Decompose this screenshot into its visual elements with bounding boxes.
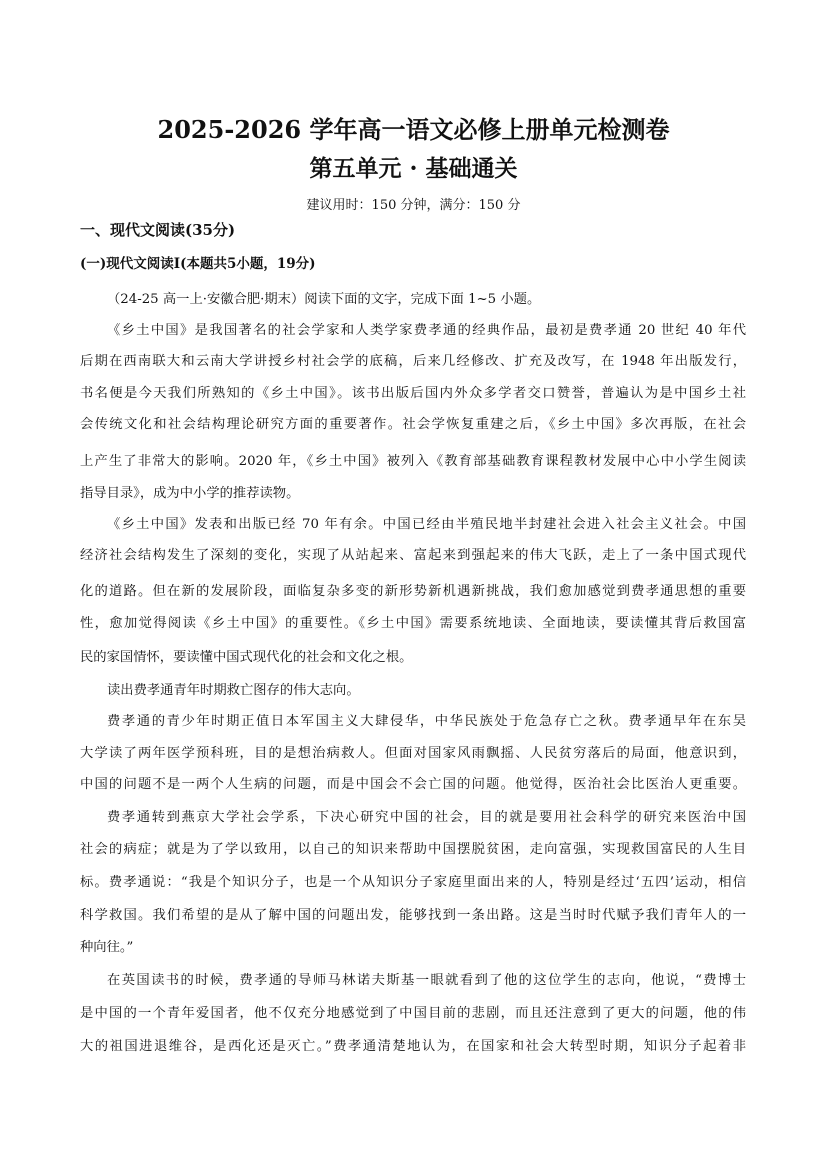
paragraph-line: 在英国读书的时候，费孝通的导师马林诺夫斯基一眼就看到了他的这位学生的志向，他说，“费博士 [107, 973, 746, 988]
paragraph-line: 《乡土中国》是我国著名的社会学家和人类学家费孝通的经典作品，最初是费孝通 20 世纪 40 年代 [107, 323, 746, 338]
time-score-info: 建议用时：150 分钟，满分：150 分 [306, 198, 521, 213]
paragraph-line: 费孝通的青少年时期正值日本军国主义大肆侵华，中华民族处于危急存亡之秋。费孝通早年在东吴 [107, 714, 746, 729]
paragraph-line: 后期在西南联大和云南大学讲授乡村社会学的底稿，后来几经修改、扩充及改写，在 1948 年出版发行， [80, 354, 746, 369]
paragraph-line: 指导目录》，成为中小学的推荐读物。 [80, 486, 300, 501]
paragraph-line: 《乡土中国》发表和出版已经 70 年有余。中国已经由半殖民地半封建社会进入社会主义社会。中国 [107, 517, 746, 532]
paragraph-line: 民的家国情怀，要读懂中国式现代化的社会和文化之根。 [80, 650, 413, 665]
paragraph-line: 是中国的一个青年爱国者，他不仅充分地感觉到了中国目前的悲剧，而且还注意到了更大的问题，他的伟 [80, 1006, 746, 1021]
paragraph-line: 社会的病症；就是为了学以致用，以自己的知识来帮助中国摆脱贫困，走向富强，实现救国富民的人生目 [80, 842, 746, 857]
paragraph-line: 化的道路。但在新的发展阶段，面临复杂多变的新形势新机遇新挑战，我们愈加感觉到费孝通思想的重要 [80, 584, 746, 599]
paragraph-line: 上产生了非常大的影响。2020 年，《乡土中国》被列入《教育部基础教育课程教材发展中心中小学生阅读 [80, 454, 746, 469]
subsection-heading: (一)现代文阅读Ⅰ(本题共5小题，19分) [80, 256, 316, 272]
paragraph-line: 会传统文化和社会结构理论研究方面的重要著作。社会学恢复重建之后，《乡土中国》多次再版，在社会 [80, 417, 746, 432]
paragraph-line: 标。费孝通说：“我是个知识分子，也是一个从知识分子家庭里面出来的人，特别是经过‘五四’运动，相信 [80, 875, 746, 890]
exam-title: 2025-2026 学年高一语文必修上册单元检测卷 [157, 115, 670, 144]
paragraph-line: 书名便是今天我们所熟知的《乡土中国》。该书出版后国内外众多学者交口赞誉，普遍认为是中国乡土社 [80, 386, 746, 401]
paragraph-line: 读出费孝通青年时期救亡图存的伟大志向。 [107, 683, 360, 698]
paragraph-line: 大的祖国进退维谷，是西化还是灭亡。”费孝通清楚地认为，在国家和社会大转型时期，知识分子起着非 [80, 1039, 746, 1054]
paragraph-line: 费孝通转到燕京大学社会学系，下决心研究中国的社会，目的就是要用社会科学的研究来医治中国 [107, 810, 746, 825]
paragraph-line: 性，愈加觉得阅读《乡土中国》的重要性。《乡土中国》需要系统地读、全面地读，要读懂其背后救国富 [80, 616, 746, 631]
paragraph-line: 种向往。” [80, 940, 134, 955]
paragraph-line: 科学救国。我们希望的是从了解中国的问题出发，能够找到一条出路。这是当时时代赋予我们青年人的一 [80, 908, 746, 923]
paragraph-line: 经济社会结构发生了深刻的变化，实现了从站起来、富起来到强起来的伟大飞跃，走上了一条中国式现代 [80, 548, 746, 563]
paragraph-line: 中国的问题不是一两个人生病的问题，而是中国会不会亡国的问题。他觉得，医治社会比医治人更重要。 [80, 777, 746, 792]
paragraph-line: 大学读了两年医学预科班，目的是想治病救人。但面对国家风雨飘摇、人民贫穷落后的局面，他意识到， [80, 746, 746, 761]
section-heading: 一、现代文阅读(35分) [80, 221, 236, 239]
question-intro: （24-25 高一上·安徽合肥·期末）阅读下面的文字，完成下面 1~5 小题。 [107, 292, 541, 307]
unit-subtitle: 第五单元 · 基础通关 [309, 155, 518, 182]
